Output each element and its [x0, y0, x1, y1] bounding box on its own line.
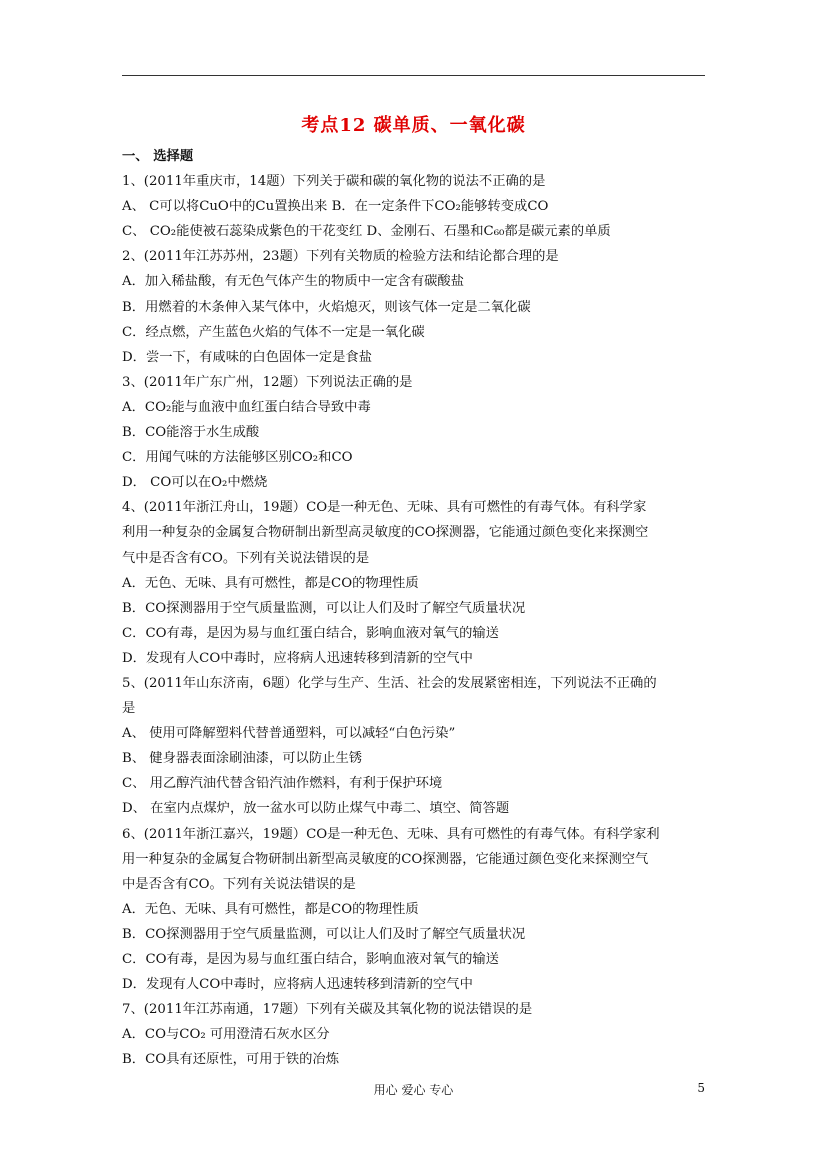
- text-line: C、 用乙醇汽油代替含铅汽油作燃料，有利于保护环境: [122, 776, 443, 792]
- text-line: 3、(2011年广东广州，12题）下列说法正确的是: [122, 374, 413, 390]
- page-number: 5: [697, 1081, 705, 1095]
- text-line: 2、(2011年江苏苏州，23题）下列有关物质的检验方法和结论都合理的是: [122, 249, 559, 265]
- text-line: A．无色、无味、具有可燃性，都是CO的物理性质: [122, 575, 419, 591]
- text-line: C．用闻气味的方法能够区别CO₂和CO: [122, 450, 353, 466]
- text-line: 中是否含有CO。下列有关说法错误的是: [122, 876, 356, 892]
- section-heading: 一、 选择题: [122, 149, 194, 164]
- text-line: A．加入稀盐酸，有无色气体产生的物质中一定含有碳酸盐: [122, 274, 465, 290]
- text-line: C．CO有毒，是因为易与血红蛋白结合，影响血液对氧气的输送: [122, 625, 499, 641]
- text-line: C．CO有毒，是因为易与血红蛋白结合，影响血液对氧气的输送: [122, 952, 499, 967]
- text-line: A．无色、无味、具有可燃性，都是CO的物理性质: [122, 901, 419, 917]
- text-line: 4、(2011年浙江舟山，19题）CO是一种无色、无味、具有可燃性的有毒气体。有科学家: [122, 500, 647, 516]
- text-line: A．CO与CO₂ 可用澄清石灰水区分: [122, 1027, 330, 1043]
- page-title: 考点12 碳单质、一氧化碳: [301, 115, 526, 136]
- text-line: 7、(2011年江苏南通，17题）下列有关碳及其氧化物的说法错误的是: [122, 1002, 533, 1018]
- text-line: A、 使用可降解塑料代替普通塑料，可以减轻“白色污染”: [122, 726, 456, 742]
- text-line: 利用一种复杂的金属复合物研制出新型高灵敏度的CO探测器，它能通过颜色变化来探测空: [122, 525, 649, 541]
- footer-text: 用心 爱心 专心: [373, 1083, 454, 1097]
- text-line: D、 在室内点煤炉，放一盆水可以防止煤气中毒二、填空、简答题: [122, 801, 510, 817]
- text-line: B．CO能溶于水生成酸: [122, 425, 260, 441]
- text-line: D． CO可以在O₂中燃烧: [122, 475, 268, 491]
- text-line: B．CO探测器用于空气质量监测，可以让人们及时了解空气质量状况: [122, 600, 526, 616]
- text-line: 是: [122, 701, 136, 717]
- text-line: D．发现有人CO中毒时，应将病人迅速转移到清新的空气中: [122, 977, 473, 993]
- text-line: D．尝一下，有咸味的白色固体一定是食盐: [122, 349, 373, 365]
- text-line: B．用燃着的木条伸入某气体中，火焰熄灭，则该气体一定是二氧化碳: [122, 299, 531, 315]
- text-line: A、 C可以将CuO中的Cu置换出来 B．在一定条件下CO₂能够转变成CO: [122, 199, 549, 215]
- text-line: 1、(2011年重庆市，14题）下列关于碳和碳的氧化物的说法不正确的是: [122, 174, 546, 190]
- text-line: A．CO₂能与血液中血红蛋白结合导致中毒: [122, 399, 371, 415]
- text-line: C．经点燃，产生蓝色火焰的气体不一定是一氧化碳: [122, 324, 425, 340]
- text-line: B．CO探测器用于空气质量监测，可以让人们及时了解空气质量状况: [122, 926, 526, 942]
- text-line: D．发现有人CO中毒时，应将病人迅速转移到清新的空气中: [122, 650, 473, 666]
- text-line: C、 CO₂能使被石蕊染成紫色的干花变红 D、金刚石、石墨和C₆₀都是碳元素的单质: [122, 224, 611, 240]
- question-lines: [122, 169, 712, 1072]
- text-line: B、 健身器表面涂刷油漆，可以防止生锈: [122, 751, 363, 767]
- text-line: 用一种复杂的金属复合物研制出新型高灵敏度的CO探测器，它能通过颜色变化来探测空气: [122, 851, 649, 867]
- header-rule: [122, 75, 705, 76]
- text-line: 6、(2011年浙江嘉兴，19题）CO是一种无色、无味、具有可燃性的有毒气体。有科学家利: [122, 826, 660, 842]
- text-line: 气中是否含有CO。下列有关说法错误的是: [122, 550, 370, 566]
- document-body: [122, 144, 712, 1072]
- text-line: 5、(2011年山东济南，6题）化学与生产、生活、社会的发展紧密相连，下列说法不正确的: [122, 675, 657, 691]
- text-line: B．CO具有还原性，可用于铁的冶炼: [122, 1052, 340, 1068]
